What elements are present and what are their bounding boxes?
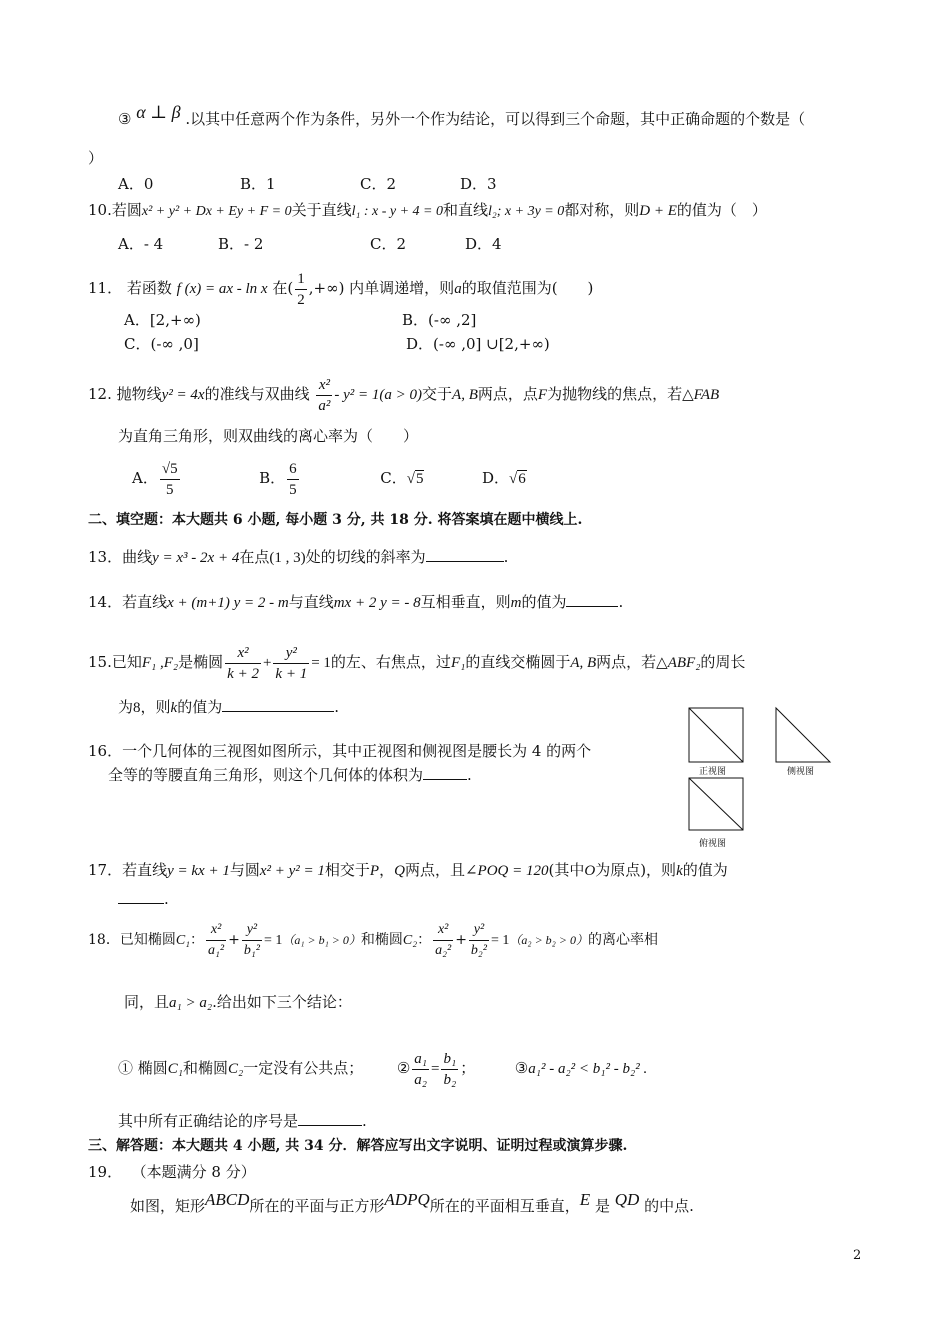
q12-hyperbola-rest: - y² = 1(a > 0) <box>334 387 423 403</box>
q18-eq-1: = 1 <box>263 933 283 948</box>
q10-option-a: A．- 4 <box>118 235 164 253</box>
q18-e2-x-num: x² <box>433 920 453 941</box>
q12-text-4: 两点，点 <box>477 385 538 403</box>
q14-text-2: 与直线 <box>288 593 334 611</box>
q17-line2 <box>118 888 169 909</box>
q10-stem <box>88 200 767 222</box>
q13-curve: y = x³ - 2x + 4 <box>152 550 240 566</box>
q15-text-1: 已知 <box>111 653 142 671</box>
q12-focus: F <box>537 387 548 403</box>
q14-answer-blank[interactable] <box>566 591 618 607</box>
q15-line2-a: 为 <box>118 698 134 716</box>
q11-frac-den: 2 <box>297 291 305 308</box>
q17-text-1: 若直线 <box>122 861 168 879</box>
q17-text-3: 相交于 <box>324 861 370 879</box>
q12-option-d-label: D． <box>482 469 510 487</box>
q19-text-5: 的中点. <box>644 1197 694 1215</box>
q18-answer-line <box>118 1110 367 1131</box>
q15-number: 15. <box>88 653 112 671</box>
q18-e2-x-den: a₂² <box>435 942 452 958</box>
side-view <box>776 708 830 762</box>
q15-frac-y-den: k + 1 <box>275 665 308 682</box>
q11-fraction <box>295 269 307 310</box>
q15-triangle: ABF₂ <box>667 655 701 671</box>
q13-text-2: 在点 <box>239 548 270 566</box>
q14-text-4: 的值为 <box>521 593 567 611</box>
q18-e2-y-den: b₂² <box>470 942 487 958</box>
q12-option-a-label: A． <box>132 469 158 487</box>
q15-text-6: 的周长 <box>700 653 746 671</box>
q18-condition: a₁ > a₂ <box>169 995 213 1011</box>
q14-text-1: 若直线 <box>122 593 168 611</box>
q18-number: 18． <box>88 932 120 948</box>
q15-eight: 8 <box>133 700 141 716</box>
q18-e1-y-num: y² <box>242 920 262 941</box>
q13-answer-blank[interactable] <box>426 546 504 562</box>
q12-text-2: 的准线与双曲线 <box>204 385 310 403</box>
q12-option-a-frac <box>160 459 180 500</box>
q16-line1: 16．一个几何体的三视图如图所示，其中正视图和侧视图是腰长为 4 的两个 <box>88 742 592 760</box>
q15-k: k <box>170 700 178 716</box>
q9-line1 <box>118 102 806 129</box>
q16-line2-text: 全等的等腰直角三角形，则这个几何体的体积为 <box>108 766 424 784</box>
q10-text-1: 若圆 <box>111 201 142 219</box>
q14-var: m <box>510 595 522 611</box>
q18-result-1-C1: C₁ <box>167 1061 184 1077</box>
q15-line2 <box>118 696 339 718</box>
q15-text-4: 的直线交椭圆于 <box>465 653 571 671</box>
q19-score: （本题满分 8 分） <box>131 1163 256 1181</box>
q13-number: 13． <box>88 548 123 566</box>
q18-result-2-label: ② <box>396 1059 411 1077</box>
q18-r2-a-num: a₁ <box>412 1049 429 1070</box>
q18-result-3-label: ③ <box>514 1059 529 1077</box>
q9-prefix: ③ <box>118 110 132 128</box>
q12-option-b-label: B． <box>259 469 286 487</box>
q18-r2-end: ； <box>460 1059 476 1077</box>
front-view-label: 正视图 <box>699 767 727 777</box>
q18-line2 <box>124 992 352 1013</box>
q17-angle: ∠POQ = 120 <box>464 863 549 879</box>
q15-frac-y-num: y² <box>273 643 309 664</box>
q11-option-a: A．[2,+∞) <box>124 311 201 329</box>
q18-C1: C₁ <box>175 933 191 948</box>
q12-hyp-den: a² <box>318 397 331 414</box>
q18-cond-2: （a₂ > b₂ > 0） <box>509 933 588 947</box>
q10-text-5: 的值为（ ） <box>676 201 767 219</box>
q12-option-a-den: 5 <box>165 481 174 498</box>
q15-line2-c: 的值为 <box>177 698 223 716</box>
q17-Q: Q <box>394 863 405 879</box>
q14-end: . <box>618 593 624 611</box>
q15-f1: F₁ , <box>141 655 164 671</box>
q11-stem <box>88 268 593 310</box>
q10-expr: D + E <box>639 203 677 219</box>
q16-end: . <box>467 766 472 784</box>
q18-e2-frac-y <box>469 920 489 961</box>
q15-points: A, B <box>570 655 597 671</box>
q18-result-2-frac-b <box>441 1049 458 1090</box>
q9-option-a: A．0 <box>118 175 154 193</box>
q17-circle: x² + y² = 1 <box>259 863 325 879</box>
q13-text-1: 曲线 <box>122 548 153 566</box>
q16-line2 <box>108 764 472 785</box>
q18-text-3: 的离心率相 <box>587 932 658 948</box>
q11-text-3: ,+∞) 内单调递增，则 <box>308 279 455 297</box>
q10-line-l2: l₂; x + 3y = 0 <box>488 204 565 219</box>
q12-option-c-sqrt: √5 <box>406 471 424 487</box>
front-view <box>689 708 743 762</box>
section-3-heading: 三、解答题：本大题共 4 小题, 共 34 分．解答应写出文字说明、证明过程或演算步骤. <box>88 1138 628 1154</box>
q12-parabola: y² = 4x <box>161 387 205 403</box>
q11-text-1: 若函数 <box>126 279 172 297</box>
q10-option-d: D．4 <box>465 235 502 253</box>
q18-result-2-frac-a <box>412 1049 429 1090</box>
q19-stem <box>130 1190 694 1216</box>
q12-option-d-sqrt: √6 <box>509 471 526 487</box>
q18-r2-b-den: b₂ <box>443 1071 457 1088</box>
q12-option-b-frac <box>287 459 299 500</box>
q18-colon-2: ： <box>417 932 432 948</box>
q13-end: . <box>503 548 509 566</box>
q10-text-3: 和直线 <box>443 201 489 219</box>
q11-frac-num: 1 <box>295 269 307 290</box>
q19-text-1: 如图，矩形 <box>130 1197 206 1215</box>
q15-f1b: F₁ <box>450 655 466 671</box>
q18-e2-frac-x <box>433 920 453 961</box>
q18-e1-frac-x <box>206 920 226 961</box>
side-view-label: 侧视图 <box>787 767 815 777</box>
q18-r2-b-num: b₁ <box>441 1049 458 1070</box>
q14-line-2: mx + 2 y = - 8 <box>333 595 421 611</box>
q11-var: a <box>454 281 462 297</box>
q15-frac-x-den: k + 2 <box>227 665 259 682</box>
q12-option-b-num: 6 <box>287 459 299 480</box>
q18-result-1-a: ① 椭圆 <box>118 1059 168 1077</box>
q12-text-1: 抛物线 <box>116 385 162 403</box>
q9-option-c: C．2 <box>360 175 397 193</box>
q13-stem <box>88 546 508 568</box>
q11-function: f (x) = ax - ln x <box>176 281 268 297</box>
q10-text-2: 关于直线 <box>291 201 352 219</box>
q17-text-7: 为原点)，则 <box>595 861 677 879</box>
q19-text-2: 所在的平面与正方形 <box>249 1197 385 1215</box>
q10-circle-eq: x² + y² + Dx + Ey + F = 0 <box>141 204 292 219</box>
q18-result-3-expr: a₁² - a₂² < b₁² - b₂² . <box>528 1061 648 1077</box>
q18-colon-1: ： <box>190 932 205 948</box>
q12-hyperbola-frac <box>316 375 332 416</box>
q18-text-2: 和椭圆 <box>360 932 403 948</box>
top-view-label: 俯视图 <box>699 839 727 849</box>
q14-stem <box>88 591 623 613</box>
q18-eq-2: = 1 <box>491 933 510 948</box>
q19-header <box>88 1162 256 1182</box>
q11-option-b: B．(-∞ ,2] <box>402 311 477 329</box>
q18-line2-b: .给出如下三个结论： <box>212 993 352 1011</box>
q10-line-l1: l₁ : x - y + 4 = 0 <box>351 204 443 219</box>
q18-answer-blank[interactable] <box>298 1110 362 1126</box>
q18-r2-eq: = <box>431 1061 440 1077</box>
q12-option-d-value: 6 <box>518 471 526 487</box>
q15-text-5: 两点，若△ <box>596 653 668 671</box>
q9-condition: α ⊥ β <box>136 102 181 122</box>
q12-text-5: 为抛物线的焦点，若△ <box>547 385 694 403</box>
q18-stem: 18．已知椭圆C₁： $\frac{\text{x²}}{\text{a₁²}}$ + $\frac{\text{y²}}{\text{b₁²}}$ = 1（a₁ > b₁ > 0）和椭圆C₂： $\frac{\text{x²}}{\text{a₂²}}$ + $\frac{\text{y²}}{\text{b₂²}}$ = 1（a₂ > b₂ > 0）的离心率相 <box>88 916 658 965</box>
q14-text-3: 互相垂直，则 <box>420 593 511 611</box>
q18-r2-a-den: a₂ <box>414 1071 428 1088</box>
q12-points: A, B <box>452 387 478 403</box>
q19-square: ADPQ <box>384 1190 430 1209</box>
q19-text-4: 是 <box>594 1197 610 1215</box>
q15-plus: + <box>262 655 272 671</box>
q15-line2-b: ，则 <box>140 698 171 716</box>
q17-text-2: 与圆 <box>229 861 260 879</box>
q12-option-a-num: √5 <box>160 459 180 480</box>
q19-rect: ABCD <box>205 1190 250 1209</box>
q17-answer-blank[interactable] <box>118 888 164 904</box>
q18-answer-text: 其中所有正确结论的序号是 <box>118 1112 299 1130</box>
q16-answer-blank[interactable] <box>423 764 467 780</box>
q13-text-3: 处的切线的斜率为 <box>305 548 426 566</box>
three-view-figure <box>686 702 836 852</box>
q15-text-3: 的左、右焦点，过 <box>330 653 451 671</box>
q17-P: P <box>369 863 380 879</box>
q12-text-3: 交于 <box>422 385 453 403</box>
q10-text-4: 都对称，则 <box>564 201 640 219</box>
q12-stem <box>88 372 719 417</box>
q10-option-c: C．2 <box>370 235 407 253</box>
q18-cond-1: （a₁ > b₁ > 0） <box>282 933 361 947</box>
section-2-heading: 二、填空题：本大题共 6 小题, 每小题 3 分, 共 18 分. 将答案填在题中横线上. <box>88 512 583 528</box>
q14-line-1: x + (m+1) y = 2 - m <box>167 595 289 611</box>
q18-result-1-C2: C₂ <box>228 1061 244 1077</box>
q9-line2: ） <box>88 149 104 167</box>
q19-text-3: 所在的平面相互垂直， <box>429 1197 580 1215</box>
q17-text-6: (其中 <box>548 861 585 879</box>
q15-end: . <box>334 698 339 716</box>
q10-number: 10. <box>88 201 112 219</box>
q18-e1-y-den: b₁² <box>243 942 260 958</box>
q18-results <box>118 1044 647 1093</box>
q17-text-5: 两点，且 <box>404 861 465 879</box>
q17-k: k <box>676 863 683 879</box>
q12-hyp-num: x² <box>316 375 332 396</box>
q11-text-2: 在( <box>272 279 294 297</box>
q17-end: . <box>164 890 169 908</box>
q9-text: .以其中任意两个作为条件，另外一个作为结论，可以得到三个命题，其中正确命题的个数是（ <box>185 110 806 128</box>
q11-number: 11． <box>88 279 123 297</box>
q19-E: E <box>579 1190 591 1209</box>
q15-stem <box>88 638 745 687</box>
page-number: 2 <box>853 1248 862 1263</box>
top-view <box>689 778 743 830</box>
q18-text-1: 已知椭圆 <box>119 932 176 948</box>
q18-e2-y-num: y² <box>469 920 489 941</box>
q18-end: . <box>362 1112 367 1130</box>
q17-text-4: ， <box>379 861 395 879</box>
q12-options <box>132 456 527 501</box>
q17-text-8: 的值为 <box>682 861 728 879</box>
q18-line2-a: 同，且 <box>124 993 170 1011</box>
q17-number: 17． <box>88 861 123 879</box>
q15-text-2: 是椭圆 <box>178 653 224 671</box>
q15-f2: F₂ <box>163 655 179 671</box>
q11-option-c: C．(-∞ ,0] <box>124 335 199 353</box>
q12-line2: 为直角三角形，则双曲线的离心率为（ ） <box>118 427 419 445</box>
q18-e1-x-num: x² <box>206 920 226 941</box>
q12-option-c-value: 5 <box>415 471 424 487</box>
q18-e1-x-den: a₁² <box>208 942 225 958</box>
q9-option-b: B．1 <box>240 175 276 193</box>
q19-QD: QD <box>614 1190 640 1209</box>
q11-option-d: D．(-∞ ,0] ∪[2,+∞) <box>406 335 550 353</box>
q18-C2: C₂ <box>402 933 418 948</box>
q15-frac-x <box>225 643 261 684</box>
q15-eq: = 1 <box>311 655 331 671</box>
q17-line: y = kx + 1 <box>167 863 230 879</box>
q19-number: 19． <box>88 1163 123 1181</box>
q12-number: 12. <box>88 385 112 403</box>
q17-stem <box>88 860 728 881</box>
q12-option-c-label: C． <box>380 469 407 487</box>
q18-result-1-c: 一定没有公共点； <box>243 1059 364 1077</box>
q10-option-b: B．- 2 <box>218 235 264 253</box>
q14-number: 14． <box>88 593 123 611</box>
q15-frac-x-num: x² <box>225 643 261 664</box>
q15-frac-y <box>273 643 309 684</box>
q17-O: O <box>584 863 596 879</box>
q12-option-b-den: 5 <box>289 481 297 498</box>
q18-result-1-b: 和椭圆 <box>183 1059 229 1077</box>
q11-text-4: 的取值范围为( ) <box>461 279 594 297</box>
q13-point: (1 , 3) <box>269 550 306 566</box>
q12-triangle: FAB <box>693 387 720 403</box>
q18-e1-frac-y <box>242 920 262 961</box>
q9-option-d: D．3 <box>460 175 497 193</box>
q15-answer-blank[interactable] <box>222 696 334 712</box>
